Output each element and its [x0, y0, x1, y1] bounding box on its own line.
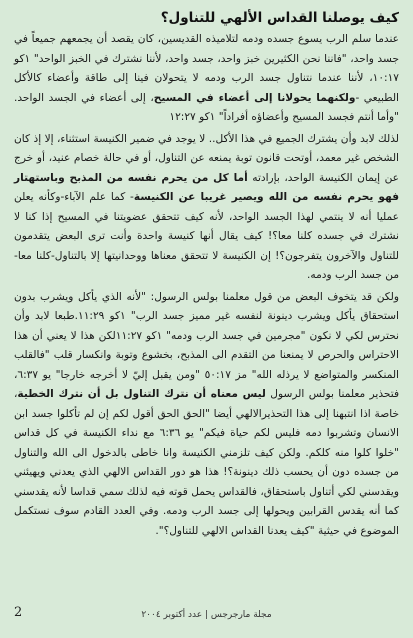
- article-body: [14, 30, 399, 543]
- footer-area: [14, 606, 399, 620]
- paragraph-text: ولكن قد يتخوف البعض من قول معلمنا بولس الرسول: "لأنه الذي يأكل ويشرب بدون استحقاق يأكل ويشرب دينونة لنفسه غير مميز جسد الرب" ١كو ١١:٢٩.طبعا لابد وأن نحترس لكي لا نكون "مجرمين في جسد الرب ودمه" ١كو ١١:٢٧لكن هذا لا يعني أن هذا الاحتراس والحرص لا يمنعنا من التقدم الى المذبح، بخشوع وتوبة وانكسار قلب "فالقلب المنكسر والمتواضع لا يرذله الله" مز ٥٠:١٧ "ومن يقبل إليّ لا أخرجه خارجا" يو ٦:٣٧، فتحذير معلمنا بولس الرسول: [14, 290, 400, 400]
- paragraph-2: [14, 130, 399, 286]
- paragraph-1: [14, 30, 399, 128]
- paragraph-text: - كما علم الآباء-وكأنه يعلن عمليا أنه لا ينتمي لهذا الجسد الواحد، لأنه كيف تتحقق عضويتنا في المسيح إذا كنا لا نشترك في جسده كلنا معا؟! كيف يقال أنها كنيسة واحدة وأنت ترى البعض يتقدمون للتناول والآخرون يتفرجون؟! إن الكنيسة لا تتحقق معناها ووحدانيتها إلا بالتناول-كلنا معا- من جسد الرب ودمه.: [14, 191, 399, 281]
- paragraph-3: [14, 288, 399, 542]
- emphasized-text: ولكنهما يحولانا إلى أعضاء في المسيح: [153, 91, 356, 104]
- page-number: 2: [14, 605, 23, 620]
- paragraph-text: عندما سلم الرب يسوع جسده ودمه لتلاميذه القديسين، كان يقصد أن يجمعهم جميعاً في جسد واحد، "فاننا نحن الكثيرين خبز واحد، جسد واحد، لأننا نشترك في الخبز الواحد" ١كو ١٠:١٧، لأننا عندما نتناول جسد الرب ودمه لا يتحولان فينا إلى طاقة وأعضاء كالأكل الطبيعي -: [14, 33, 399, 104]
- paragraph-text: ، إلى أعضاء في الجسد الواحد. "وأما أنتم فجسد المسيح وأعضاؤه أفراداً" ١كو ١٢:٢٧: [14, 91, 399, 123]
- paragraph-text: ، خاصة اذا انتبهنا إلى هذا التحذيرالالهي أيضا "الحق الحق أقول لكم إن لم تأكلوا جسد ابن الانسان وتشربوا دمه فليس لكم حياة فيكم" يو ٦:٣٦ مع نداء الكنيسة في كل قداس "خلوا كلوا منه كلكم. ولكن كيف تلزمني الكنيسة وانا خاطى بالدخول الى الله والتناول من جسده دون أن يحسب ذلك دينونة؟! هذا هو دور القداس الالهي الذي يعدني ويهيئني ويقدسني لكي أتناول باستحقاق، فالقداس يحمل قوته فيه لذلك سمي قداسا لأنه يقدسني كما أنه يقدس القرابين ويحولها إلى جسد الرب ودمه. وفي العدد القادم سوف نستكمل الموضوع في حيثية "كيف يعدنا القداس الالهي للتناول؟".: [14, 388, 399, 537]
- paragraph-text: لذلك لابد وأن يشترك الجميع في هذا الأكل.. لا يوجد في ضمير الكنيسة استثناء، إلا إذ كان الشخص غير معمد، أوتحت قانون توبة يمنعه عن التناول، أو في حالة خصام عنيد، أو خرج عن إيمان الكنيسة الواحد، بإرادته: [14, 132, 399, 184]
- publication-footer: مجلة مارجرجس | عدد أكتوبر ٢٠٠٤: [141, 610, 272, 620]
- emphasized-text: أما كل من يحرم نفسه من المذبح وباستهتار فهو يحرم نفسه من الله ويصير غريبا عن الكنيسة: [14, 171, 400, 203]
- emphasized-text: ليس معناه أن نترك التناول بل أن نترك الخطية: [17, 388, 266, 400]
- article-title: كيف يوصلنا القداس الألهي للتناول؟: [160, 10, 399, 26]
